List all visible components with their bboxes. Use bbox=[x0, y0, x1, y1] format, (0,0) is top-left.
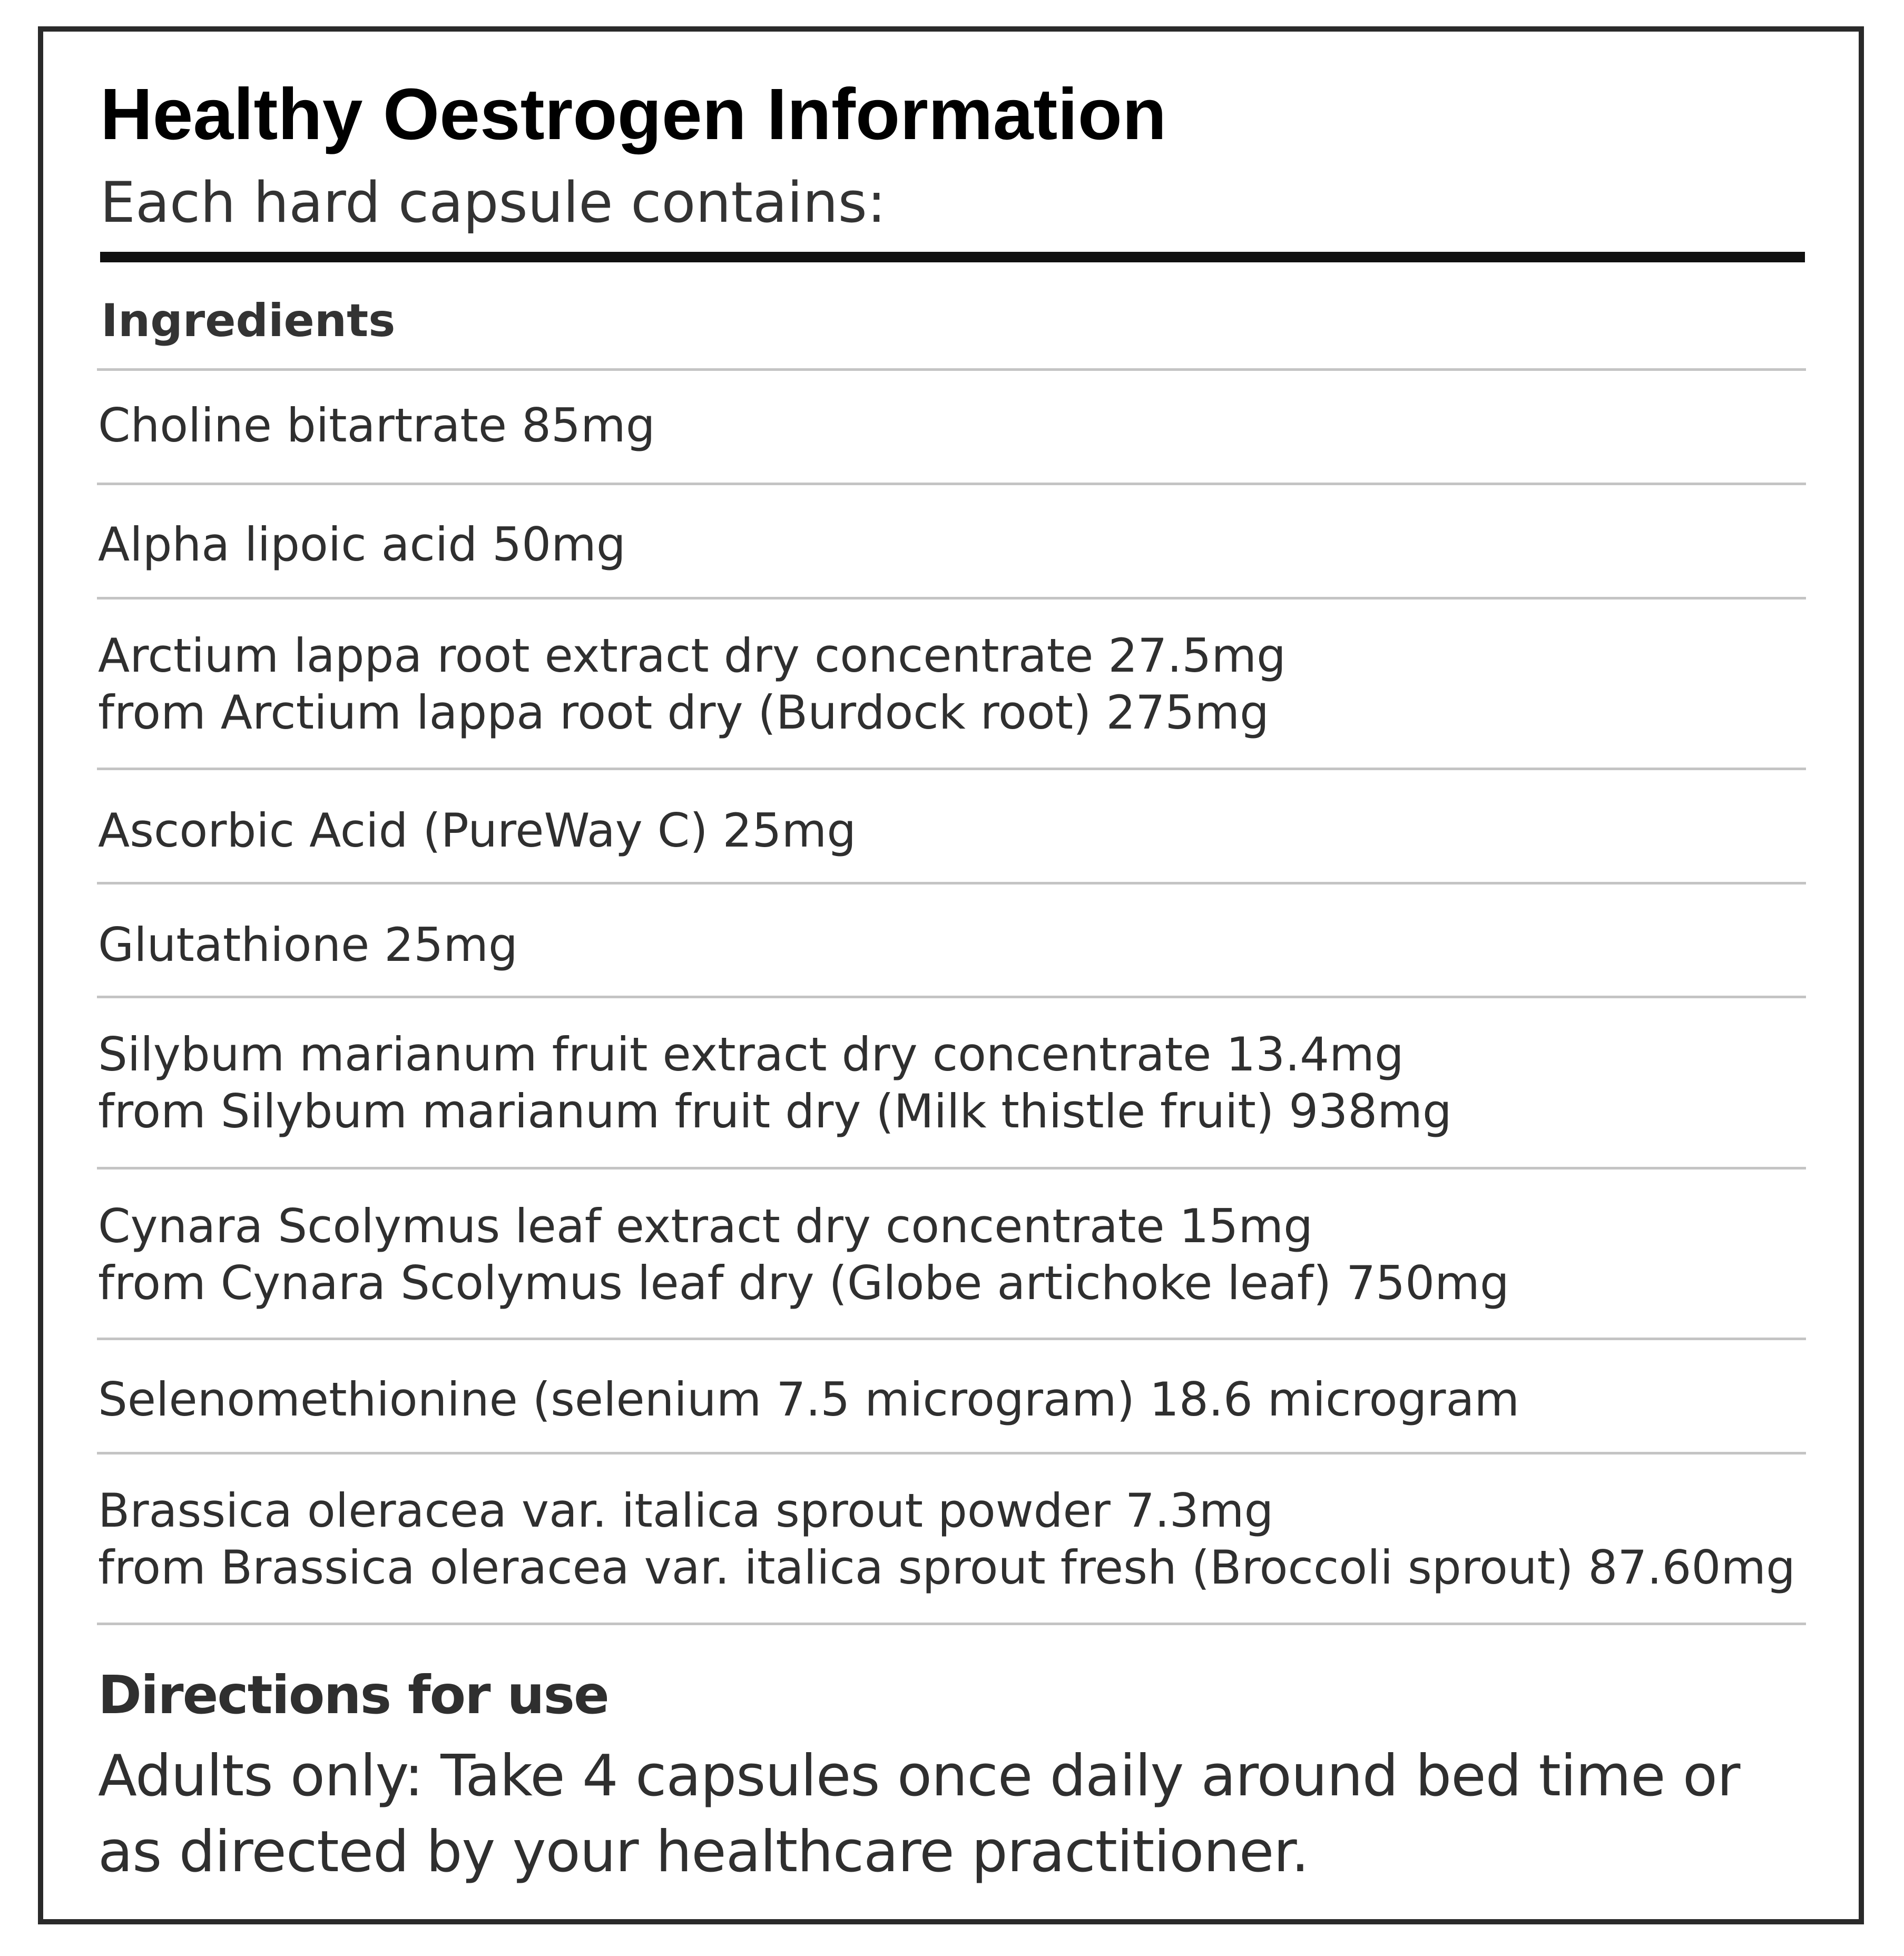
page-subtitle: Each hard capsule contains: bbox=[100, 170, 886, 235]
ingredient-row-silybum bbox=[98, 1026, 1452, 1140]
page-title: Healthy Oestrogen Information bbox=[100, 74, 1167, 155]
heavy-divider bbox=[100, 252, 1805, 262]
divider bbox=[97, 768, 1806, 770]
divider bbox=[97, 1623, 1806, 1625]
ingredient-row-glutathione bbox=[98, 917, 518, 974]
ingredient-source-line: from Brassica oleracea var. italica sprout fresh (Broccoli sprout) 87.60mg bbox=[98, 1540, 1795, 1595]
divider bbox=[97, 1338, 1806, 1340]
ingredient-row-choline bbox=[98, 397, 655, 454]
ingredient-line: Silybum marianum fruit extract dry concentrate 13.4mg bbox=[98, 1027, 1404, 1082]
ingredient-source-line: from Arctium lappa root dry (Burdock root) 275mg bbox=[98, 685, 1269, 740]
ingredient-row-ascorbic bbox=[98, 802, 856, 859]
ingredient-line: Glutathione 25mg bbox=[98, 918, 518, 972]
ingredient-row-arctium bbox=[98, 627, 1286, 741]
ingredients-header: Ingredients bbox=[101, 294, 396, 347]
ingredient-row-brassica bbox=[98, 1482, 1795, 1596]
ingredient-line: Brassica oleracea var. italica sprout powder 7.3mg bbox=[98, 1483, 1274, 1538]
divider bbox=[97, 597, 1806, 599]
divider bbox=[97, 368, 1806, 371]
ingredient-row-cynara bbox=[98, 1198, 1509, 1312]
ingredient-line: Cynara Scolymus leaf extract dry concentrate 15mg bbox=[98, 1199, 1313, 1253]
directions-heading: Directions for use bbox=[98, 1664, 609, 1726]
ingredient-row-alpha-lipoic bbox=[98, 516, 626, 573]
ingredient-line: Ascorbic Acid (PureWay C) 25mg bbox=[98, 803, 857, 858]
ingredient-line: Alpha lipoic acid 50mg bbox=[98, 517, 626, 572]
divider bbox=[97, 1167, 1806, 1169]
ingredient-line: Arctium lappa root extract dry concentrate 27.5mg bbox=[98, 628, 1286, 683]
ingredient-row-selenomethionine bbox=[98, 1371, 1519, 1428]
ingredient-line: Choline bitartrate 85mg bbox=[98, 398, 655, 453]
ingredient-source-line: from Cynara Scolymus leaf dry (Globe artichoke leaf) 750mg bbox=[98, 1256, 1509, 1310]
divider bbox=[97, 483, 1806, 485]
divider bbox=[97, 996, 1806, 998]
divider bbox=[97, 1452, 1806, 1454]
ingredient-source-line: from Silybum marianum fruit dry (Milk thistle fruit) 938mg bbox=[98, 1084, 1452, 1138]
directions-text: Adults only: Take 4 capsules once daily around bed time or as directed by your healthcare practitioner. bbox=[98, 1743, 1740, 1885]
divider bbox=[97, 882, 1806, 884]
ingredient-line: Selenomethionine (selenium 7.5 microgram) 18.6 microgram bbox=[98, 1372, 1520, 1427]
